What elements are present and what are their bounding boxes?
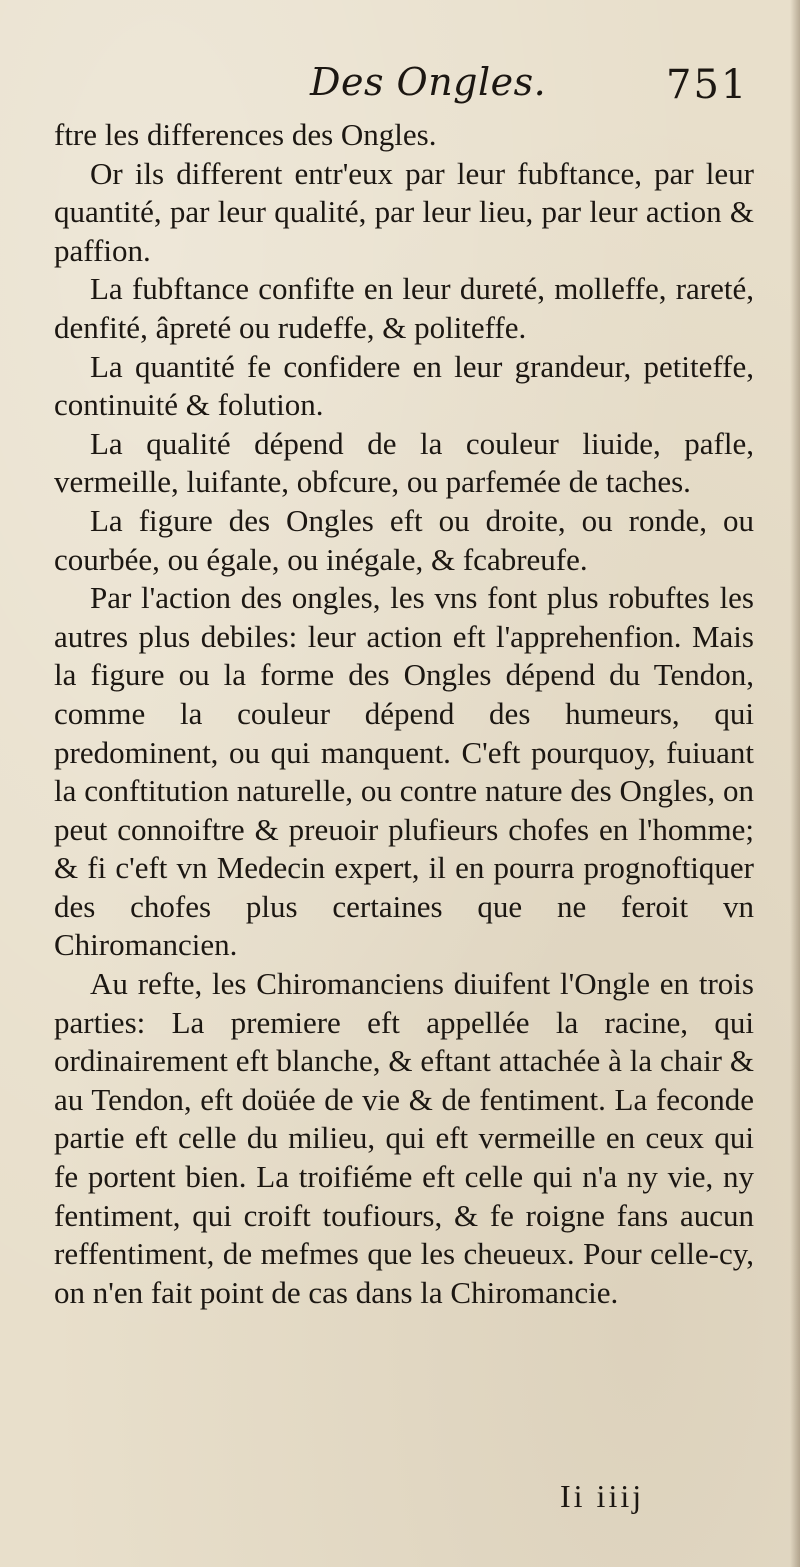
paragraph: La quantité fe confidere en leur grandeur, petiteffe, continuité & folution.: [54, 348, 754, 423]
paragraph: La figure des Ongles eft ou droite, ou ronde, ou courbée, ou égale, ou inégale, & fcabreufe.: [54, 502, 754, 577]
paragraph: Au refte, les Chiromanciens diuifent l'Ongle en trois parties: La premiere eft appellée la racine, qui ordinairement eft blanche, & eftant attachée à la chair & au Tendon, eft doüée de vie & de fentiment. La feconde partie eft celle du milieu, qui eft vermeille en ceux qui fe portent bien. La troifiéme eft celle qui n'a ny vie, ny fentiment, qui croift toufiours, & fe roigne fans aucun reffentiment, de mefmes que les cheueux. Pour celle-cy, on n'en fait point de cas dans la Chiromancie.: [54, 966, 754, 1310]
page-edge-shadow: [790, 0, 800, 1567]
paragraph-continuation: ftre les differences des Ongles.: [54, 117, 437, 152]
paragraph: La fubftance confifte en leur dureté, molleffe, rareté, denfité, âpreté ou rudeffe, & politeffe.: [54, 271, 754, 345]
running-title: Des Ongles.: [310, 60, 547, 104]
signature-mark: Ii iiij: [560, 1478, 645, 1514]
page-number: 751: [666, 62, 749, 108]
paragraph: Par l'action des ongles, les vns font plus robuftes les autres plus debiles: leur action eft l'apprehenfion. Mais la figure ou la forme des Ongles dépend du Tendon, comme la couleur dépend des humeurs, qui predominent, ou qui manquent. C'eft pourquoy, fuiuant la conftitution naturelle, ou contre nature des Ongles, on peut connoiftre & preuoir plufieurs chofes en l'homme; & fi c'eft vn Medecin expert, il en pourra prognoftiquer des chofes plus certaines que ne feroit vn Chiromancien.: [54, 580, 754, 963]
paragraph: Or ils different entr'eux par leur fubftance, par leur quantité, par leur qualité, par leur lieu, par leur action & paffion.: [54, 155, 754, 268]
page-header: [0, 60, 800, 120]
body-text: [54, 116, 754, 1312]
paragraph: La qualité dépend de la couleur liuide, pafle, vermeille, luifante, obfcure, ou parfemée de taches.: [54, 425, 754, 500]
